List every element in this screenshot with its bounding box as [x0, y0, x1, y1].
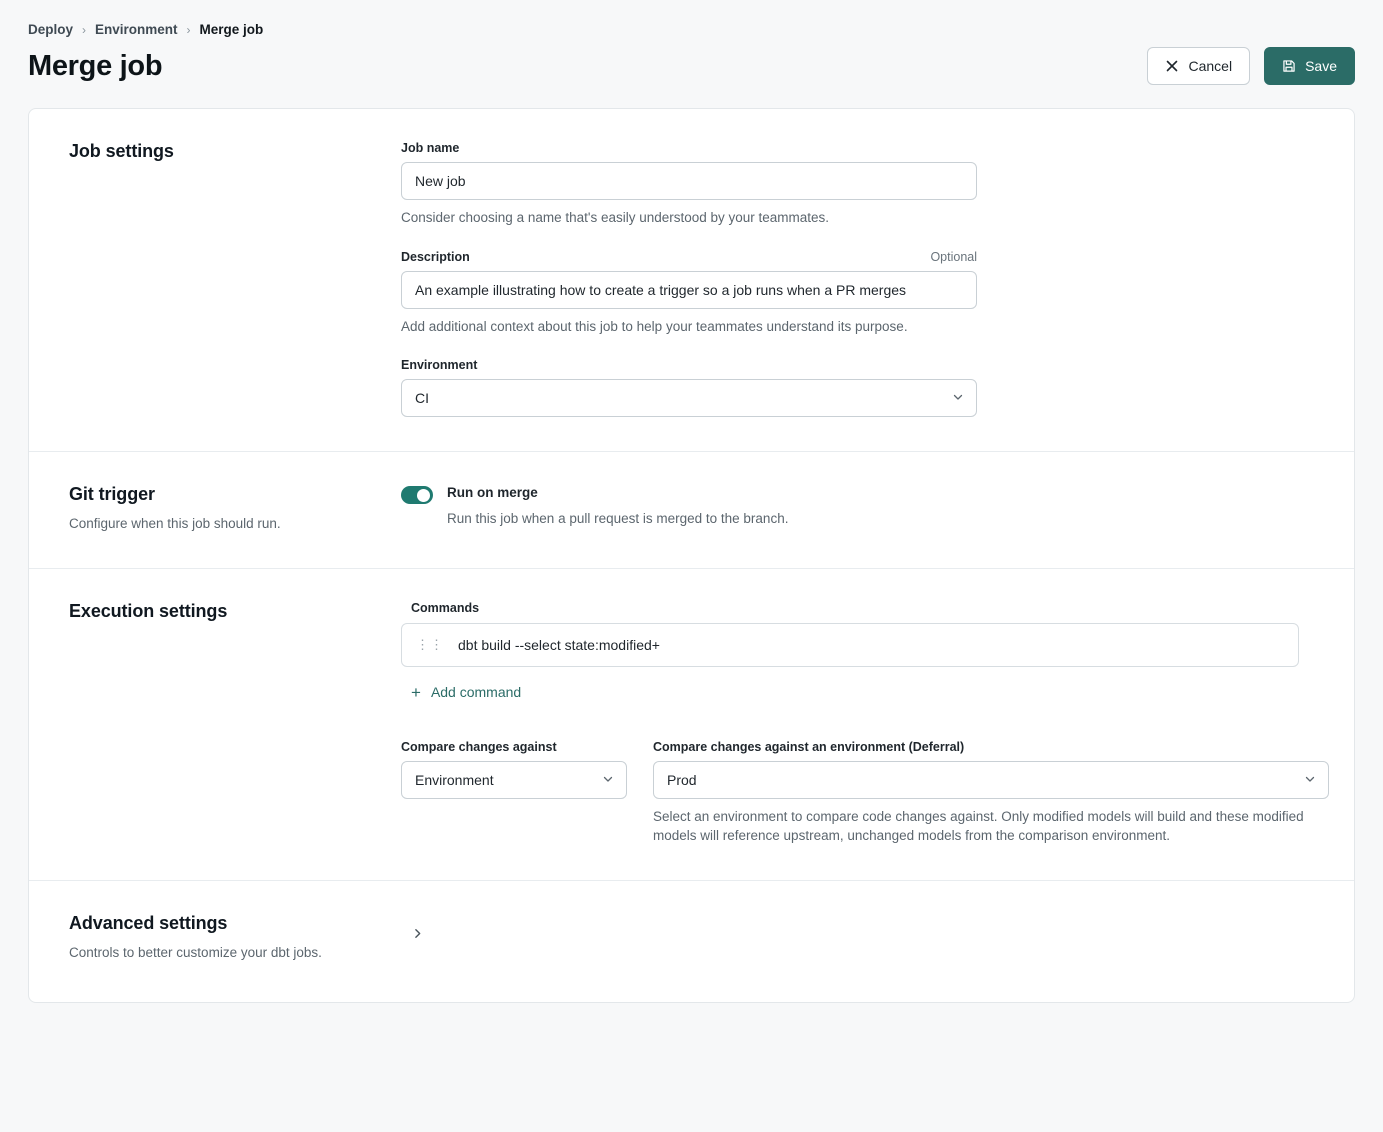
section-advanced-settings[interactable]	[29, 880, 1354, 1003]
deferral-help: Select an environment to compare code changes against. Only modified models will build and these modified models will reference upstream, unchanged models from the comparison environment.	[653, 808, 1304, 844]
run-on-merge-description: Run this job when a pull request is merged to the branch.	[447, 511, 789, 527]
description-input[interactable]: An example illustrating how to create a trigger so a job runs when a PR merges	[401, 271, 977, 309]
field-description-label-row	[401, 250, 977, 264]
breadcrumb-item-merge-job: Merge job	[199, 22, 264, 37]
command-row[interactable]	[401, 623, 1299, 667]
section-subtitle-advanced-settings: Controls to better customize your dbt jobs.	[69, 944, 322, 960]
breadcrumb-separator-icon: ›	[186, 22, 191, 37]
advanced-settings-left	[69, 913, 401, 963]
section-title-git-trigger: Git trigger	[69, 484, 155, 505]
job-settings-card	[28, 108, 1355, 1003]
add-command-button[interactable]	[411, 684, 521, 701]
compare-changes-against-label-row	[401, 740, 627, 754]
deferral-field	[653, 740, 1329, 846]
environment-select[interactable]	[401, 379, 977, 417]
drag-handle-icon[interactable]: ⋮⋮	[416, 637, 444, 653]
chevron-down-icon	[1304, 772, 1316, 788]
section-execution-settings-right	[401, 601, 1329, 846]
section-job-settings-right	[401, 141, 1314, 417]
cancel-button-label: Cancel	[1188, 58, 1233, 74]
commands-label: Commands	[411, 600, 480, 615]
save-disk-icon	[1282, 59, 1296, 73]
run-on-merge-toggle[interactable]	[401, 486, 433, 504]
chevron-right-icon[interactable]	[411, 927, 424, 943]
save-button[interactable]	[1264, 47, 1355, 85]
page-header	[0, 37, 1383, 85]
section-job-settings	[29, 109, 1354, 451]
header-actions	[1147, 47, 1355, 85]
close-icon	[1165, 59, 1179, 73]
section-title-job-settings: Job settings	[69, 141, 174, 161]
deferral-environment-value: Prod	[667, 771, 697, 788]
add-command-label: Add command	[430, 684, 522, 701]
environment-select-value: CI	[415, 390, 429, 407]
run-on-merge-row	[401, 484, 1314, 529]
environment-label: Environment	[401, 358, 478, 373]
section-title-advanced-settings: Advanced settings	[69, 912, 228, 933]
job-name-label: Job name	[401, 141, 460, 155]
field-job-name	[401, 141, 1314, 228]
toggle-knob	[417, 489, 430, 502]
compare-changes-against-field	[401, 740, 627, 846]
section-git-trigger-left	[69, 484, 401, 534]
section-execution-settings-left	[69, 601, 401, 846]
page-title: Merge job	[28, 49, 163, 82]
command-input[interactable]: dbt build --select state:modified+	[458, 636, 660, 653]
deferral-environment-select[interactable]	[653, 761, 1329, 799]
field-environment-label-row	[401, 358, 977, 372]
deferral-label: Compare changes against an environment (Deferral)	[653, 739, 965, 754]
plus-icon: +	[411, 682, 421, 702]
breadcrumb-separator-icon: ›	[82, 22, 87, 37]
chevron-down-icon	[602, 772, 614, 788]
section-git-trigger	[29, 451, 1354, 568]
section-job-settings-left	[69, 141, 401, 417]
section-title-execution-settings: Execution settings	[69, 600, 228, 621]
save-button-label: Save	[1305, 58, 1337, 74]
field-description	[401, 250, 1314, 337]
description-help: Add additional context about this job to help your teammates understand its purpose.	[401, 318, 908, 334]
field-job-name-label-row	[401, 141, 977, 155]
run-on-merge-text	[447, 484, 788, 529]
compare-settings-row	[401, 740, 1329, 846]
chevron-down-icon	[952, 390, 964, 406]
job-name-help: Consider choosing a name that's easily understood by your teammates.	[401, 210, 830, 225]
compare-changes-against-label: Compare changes against	[401, 739, 557, 754]
breadcrumb-item-environment[interactable]: Environment	[95, 22, 178, 37]
field-environment	[401, 358, 1314, 417]
compare-changes-against-value: Environment	[415, 771, 494, 788]
section-subtitle-git-trigger: Configure when this job should run.	[69, 516, 281, 532]
description-label: Description	[401, 249, 470, 264]
description-optional-label: Optional	[930, 249, 977, 264]
breadcrumb-item-deploy[interactable]: Deploy	[28, 22, 74, 37]
job-name-input[interactable]: New job	[401, 162, 977, 200]
section-git-trigger-right	[401, 484, 1314, 534]
section-execution-settings	[29, 568, 1354, 880]
run-on-merge-label: Run on merge	[447, 485, 538, 501]
compare-changes-against-select[interactable]	[401, 761, 627, 799]
breadcrumb	[0, 0, 1383, 37]
deferral-label-row	[653, 740, 1329, 754]
cancel-button[interactable]	[1147, 47, 1250, 85]
